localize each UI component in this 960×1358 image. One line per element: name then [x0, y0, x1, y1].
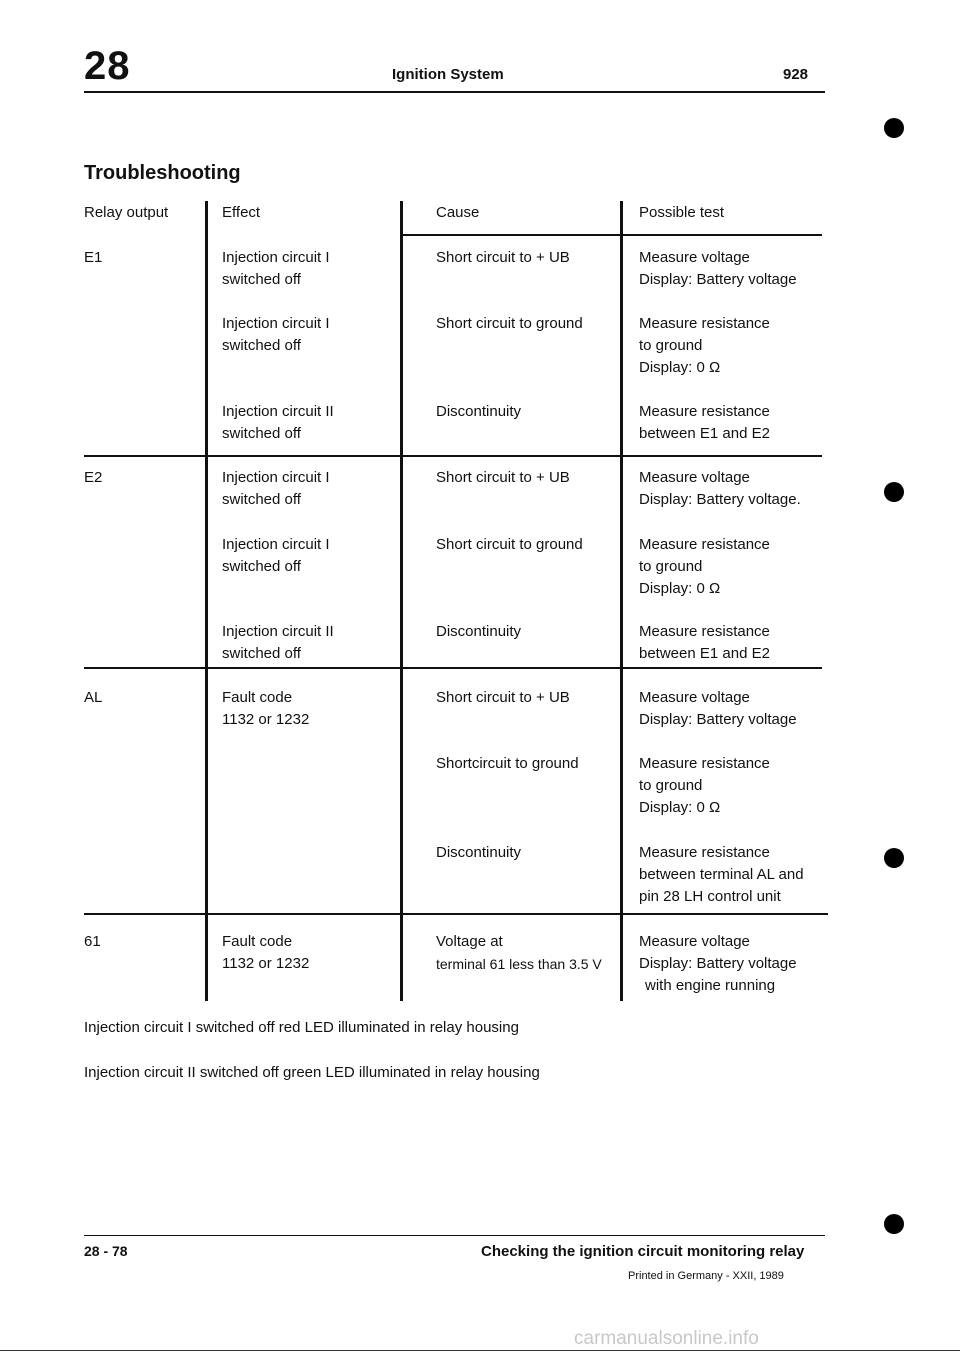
- cause-e1-2: Short circuit to ground: [436, 315, 583, 332]
- effect-e1-3: Injection circuit II switched off: [222, 403, 334, 442]
- binder-hole-dot: [884, 1214, 904, 1234]
- effect-e2-3: Injection circuit II switched off: [222, 623, 334, 662]
- col-header-test: Possible test: [639, 204, 725, 221]
- test-al-2: Measure resistance to ground Display: 0 Ω: [639, 755, 770, 816]
- footnote-red-led: Injection circuit I switched off red LED illuminated in relay housing: [84, 1019, 519, 1036]
- row-separator: [84, 455, 822, 457]
- footer-title: Checking the ignition circuit monitoring relay: [481, 1243, 805, 1260]
- cause-e1-1: Short circuit to + UB: [436, 249, 570, 266]
- column-divider: [205, 201, 208, 1001]
- cause-e2-1: Short circuit to + UB: [436, 469, 570, 486]
- cause-61: Voltage at terminal 61 less than 3.5 V: [436, 933, 602, 972]
- cause-e2-3: Discontinuity: [436, 623, 522, 640]
- relay-output-61: 61: [84, 933, 101, 950]
- page-number: 28 - 78: [84, 1243, 128, 1259]
- cause-al-1: Short circuit to + UB: [436, 689, 570, 706]
- effect-e1-1: Injection circuit I switched off: [222, 249, 330, 288]
- test-e2-3: Measure resistance between E1 and E2: [639, 623, 770, 662]
- print-info: Printed in Germany - XXII, 1989: [628, 1270, 784, 1282]
- col-header-relay: Relay output: [84, 204, 169, 221]
- binder-hole-dot: [884, 482, 904, 502]
- binder-hole-dot: [884, 848, 904, 868]
- cause-al-3: Discontinuity: [436, 844, 522, 861]
- relay-output-e2: E2: [84, 469, 103, 486]
- effect-e2-1: Injection circuit I switched off: [222, 469, 330, 508]
- column-divider: [400, 201, 403, 1001]
- cause-e2-2: Short circuit to ground: [436, 536, 583, 553]
- effect-e2-2: Injection circuit I switched off: [222, 536, 330, 575]
- relay-output-al: AL: [84, 689, 103, 706]
- binder-hole-dot: [884, 118, 904, 138]
- chapter-number: 28: [84, 44, 131, 88]
- cause-al-2: Shortcircuit to ground: [436, 755, 579, 772]
- column-divider: [620, 201, 623, 1001]
- col-header-effect: Effect: [222, 204, 261, 221]
- test-e2-1: Measure voltage Display: Battery voltage.: [639, 469, 801, 508]
- test-al-1: Measure voltage Display: Battery voltage: [639, 689, 797, 728]
- row-separator: [84, 913, 828, 915]
- effect-e1-2: Injection circuit I switched off: [222, 315, 330, 354]
- col-header-cause: Cause: [436, 204, 480, 221]
- test-e1-2: Measure resistance to ground Display: 0 Ω: [639, 315, 770, 376]
- header-model: 928: [783, 66, 809, 83]
- test-al-3: Measure resistance between terminal AL and pin 28 LH control unit: [639, 844, 804, 905]
- effect-61: Fault code 1132 or 1232: [222, 933, 310, 972]
- header-rule: [84, 91, 825, 93]
- footer-rule: [84, 1235, 825, 1236]
- header-underline: [400, 234, 822, 236]
- scan-edge-rule: [0, 1350, 960, 1351]
- relay-output-e1: E1: [84, 249, 103, 266]
- cause-e1-3: Discontinuity: [436, 403, 522, 420]
- effect-al: Fault code 1132 or 1232: [222, 689, 310, 728]
- section-title: Troubleshooting: [84, 162, 241, 184]
- row-separator: [84, 667, 822, 669]
- test-e1-3: Measure resistance between E1 and E2: [639, 403, 770, 442]
- test-e1-1: Measure voltage Display: Battery voltage: [639, 249, 797, 288]
- footnote-green-led: Injection circuit II switched off green LED illuminated in relay housing: [84, 1064, 540, 1081]
- test-e2-2: Measure resistance to ground Display: 0 Ω: [639, 536, 770, 597]
- watermark: carmanualsonline.info: [574, 1328, 759, 1349]
- test-61: Measure voltage Display: Battery voltage with engine running: [639, 933, 797, 994]
- header-title: Ignition System: [392, 66, 504, 83]
